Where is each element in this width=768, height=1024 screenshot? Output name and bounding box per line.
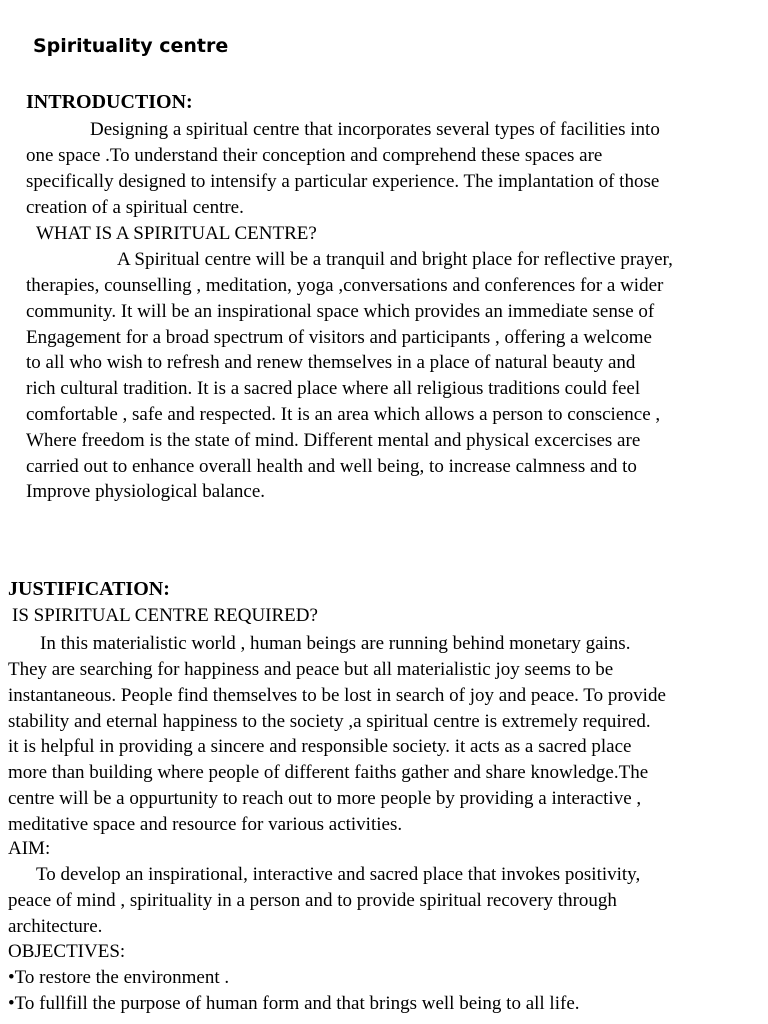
- what-is-line: A Spiritual centre will be a tranquil and bright place for reflective prayer,: [117, 249, 673, 270]
- what-is-line: Improve physiological balance.: [26, 481, 266, 503]
- aim-heading: AIM:: [8, 838, 51, 859]
- objective-item: •To fullfill the purpose of human form and that brings well being to all life.: [8, 992, 580, 1014]
- introduction-line: creation of a spiritual centre.: [26, 197, 244, 218]
- justification-line: more than building where people of different faiths gather and share knowledge.The: [8, 762, 649, 784]
- aim-line: peace of mind , spirituality in a person and to provide spiritual recovery through: [8, 890, 617, 911]
- justification-subheading: IS SPIRITUAL CENTRE REQUIRED?: [12, 605, 318, 626]
- introduction-line: Designing a spiritual centre that incorporates several types of facilities into: [90, 119, 660, 140]
- page-title: Spirituality centre: [33, 35, 229, 57]
- objectives-heading: OBJECTIVES:: [8, 941, 126, 962]
- justification-line: stability and eternal happiness to the society ,a spiritual centre is extremely required.: [8, 710, 651, 732]
- what-is-line: community. It will be an inspirational space which provides an immediate sense of: [26, 300, 655, 322]
- what-is-body: [26, 273, 663, 505]
- what-is-line: Where freedom is the state of mind. Different mental and physical excercises are: [26, 429, 641, 451]
- justification-line: meditative space and resource for various activities.: [8, 813, 403, 835]
- justification-line: it is helpful in providing a sincere and responsible society. it acts as a sacred place: [8, 736, 632, 758]
- introduction-line: specifically designed to intensify a particular experience. The implantation of those: [26, 171, 660, 192]
- justification-line: In this materialistic world , human beings are running behind monetary gains.: [40, 633, 631, 654]
- aim-line: architecture.: [8, 915, 103, 937]
- justification-line: instantaneous. People find themselves to be lost in search of joy and peace. To provide: [8, 684, 666, 706]
- what-is-line: Engagement for a broad spectrum of visitors and participants , offering a welcome: [26, 326, 652, 348]
- justification-body: [8, 657, 666, 838]
- aim-body: [8, 888, 617, 940]
- objective-item: •To restore the environment .: [8, 967, 230, 988]
- justification-heading: JUSTIFICATION:: [8, 578, 170, 600]
- what-is-line: comfortable , safe and respected. It is an area which allows a person to conscience ,: [26, 403, 661, 425]
- what-is-line: to all who wish to refresh and renew themselves in a place of natural beauty and: [26, 352, 636, 374]
- what-is-line: carried out to enhance overall health and well being, to increase calmness and to: [26, 455, 637, 477]
- what-is-line: therapies, counselling , meditation, yoga ,conversations and conferences for a wider: [26, 275, 664, 296]
- what-is-line: rich cultural tradition. It is a sacred place where all religious traditions could feel: [26, 378, 641, 400]
- introduction-heading: INTRODUCTION:: [26, 91, 193, 113]
- introduction-line: one space .To understand their conception and comprehend these spaces are: [26, 145, 603, 166]
- objectives-list: [8, 965, 580, 1017]
- what-is-heading: WHAT IS A SPIRITUAL CENTRE?: [36, 223, 317, 244]
- justification-line: centre will be a oppurtunity to reach out to more people by providing a interactive ,: [8, 787, 642, 809]
- aim-line: To develop an inspirational, interactive and sacred place that invokes positivity,: [36, 864, 641, 885]
- justification-line: They are searching for happiness and peace but all materialistic joy seems to be: [8, 659, 614, 680]
